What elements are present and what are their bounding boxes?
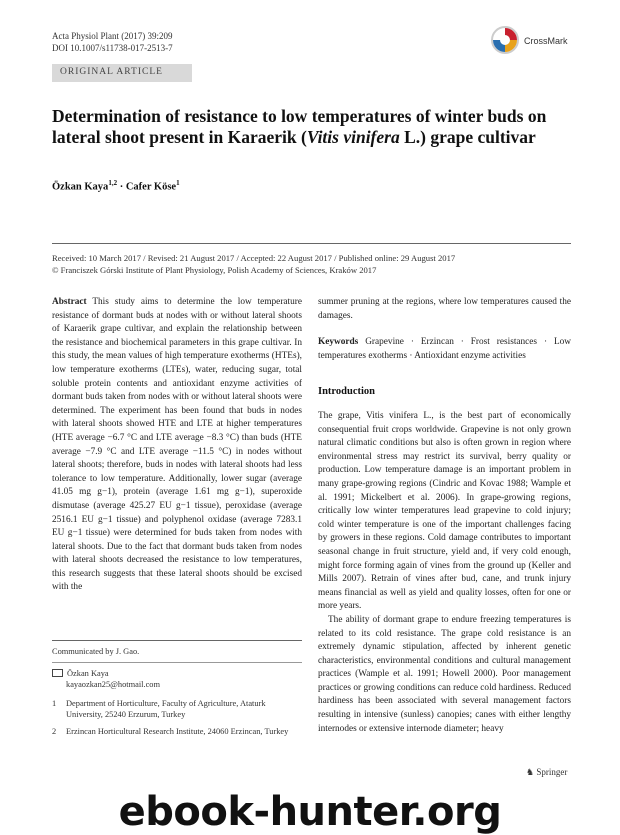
affiliation-1-text: Department of Horticulture, Faculty of Agriculture, Ataturk University, 25240 Erzurum, Turkey (66, 699, 266, 719)
affiliation-1-mark: 1 (52, 699, 57, 708)
introduction-body (318, 410, 571, 736)
author-list (52, 179, 180, 193)
affiliation-2-mark: 2 (52, 727, 57, 736)
publication-dates: Received: 10 March 2017 / Revised: 21 August 2017 / Accepted: 22 August 2017 / Published online: 29 August 2017 (52, 253, 456, 263)
abstract-text: This study aims to determine the low temperature resistance of dormant buds at nodes with or without lateral shoots of Karaerik grape cultivar, and explain the relationship between the resistance and biochemical parameters in this grape cultivar. In this study, the mean values of high temperature exotherms (HTEs), low temperature exotherms (LTEs), water, reducing sugar, total soluble protein contents and antioxidant enzyme activities of dormant buds taken from nodes with or without lateral shoots were determined. The experiment has been found that buds in nodes with lateral shoots showed HTE and LTE at higher temperatures (HTE average −6.7 °C and LTE average −8.3 °C) than buds (HTE average −7.9 °C and LTE average −11.5 °C) in nodes without lateral shoots; therefore, buds in nodes with lateral shoots had less tolerance to low temperature. Additionally, lower sugar (average 41.05 mg g−1), protein (average 1.61 mg g−1), superoxide dismutase (average 425.27 EU g−1 tissue), peroxidase (average 2516.1 EU g−1 tissue) and polyphenol oxidase (average 7283.1 EU g−1 tissue) were determined for buds taken from nodes with lateral shoots. Due to the fact that dormant buds taken from nodes with lateral shoots decreased the resistance to low temperatures, this research suggests that these lateral shoots should be excised with the (52, 297, 302, 593)
author-1-affil: 1,2 (108, 179, 118, 187)
envelope-icon (52, 669, 63, 677)
copyright-line: © Franciszek Górski Institute of Plant Physiology, Polish Academy of Sciences, Kraków 2017 (52, 264, 377, 275)
author-separator: · (117, 181, 126, 193)
watermark: ebook-hunter.org (118, 789, 502, 835)
abstract (52, 296, 302, 595)
publisher-name: Springer (536, 767, 568, 777)
introduction-heading: Introduction (318, 386, 375, 397)
publisher-logo (526, 767, 567, 778)
title-part-italic: Vitis vinifera (306, 127, 400, 147)
corresponding-name: Özkan Kaya (67, 669, 109, 678)
keywords (318, 336, 571, 363)
header-divider (52, 243, 571, 244)
crossmark-icon[interactable] (490, 25, 520, 55)
crossmark-label[interactable]: CrossMark (524, 36, 568, 46)
corresponding-author (52, 668, 302, 690)
abstract-label: Abstract (52, 297, 87, 307)
springer-horse-icon: ♞ (526, 767, 535, 777)
keywords-label: Keywords (318, 337, 359, 347)
footnote-divider (52, 640, 302, 641)
author-2-affil: 1 (176, 179, 180, 187)
author-2[interactable]: Cafer Köse (125, 181, 177, 193)
communicated-by: Communicated by J. Gao. (52, 647, 140, 656)
title-part-3: L.) grape cultivar (399, 127, 536, 147)
journal-citation: Acta Physiol Plant (2017) 39:209 (52, 31, 173, 41)
abstract-continued: summer pruning at the regions, where low temperatures caused the damages. (318, 297, 571, 321)
author-1[interactable]: Özkan Kaya (52, 181, 109, 193)
affiliation-2-text: Erzincan Horticultural Research Institute, 24060 Erzincan, Turkey (66, 727, 289, 736)
affiliation-2 (52, 726, 302, 737)
journal-header (52, 30, 173, 54)
article-dates (52, 253, 572, 276)
intro-paragraph-2: The ability of dormant grape to endure freezing temperatures is related to its cold resistance. The grape cold resistance is an extremely dynamic stipulation, affected by inherent genetic characteristics, environmental conditions and cultural management practices (Wample et al. 1991; Howell 2000). Poor management practices or growing conditions can reduce cold hardiness. Reduced hardiness has been associated with several management factors resulting in intensive (sunless) canopies; canes with either lengthy internodes or extensive internode diameter; heavy (318, 614, 571, 734)
footnote-divider-2 (52, 662, 302, 663)
intro-paragraph-1: The grape, Vitis vinifera L., is the best part of economically consequential fruit crops worldwide. Grapevine is not only grown natural climatic conditions but also is often grown in region where environmental stress may restrict its survival, berry quality or production. Low temperature damage is an important problem in many grape-growing regions (Cindric and Kovac 1988; Wample et al. 1991; Mickelbert et al. 2006). In grape-growing regions, critically low winter temperatures lead grapevine to cold injury; cold winter temperature is one of the important challenges facing by growers in these regions. Cold damage contributes to important seasonal change in fruit structure, yield and, if very cold enough, might force forming again of vines from the ground up (Keller and Mills 2007). Retrain of vines after bud, cane, and trunk injury means financial as well as yield and quality losses, often for one or more years. (318, 411, 571, 612)
affiliation-1 (52, 698, 302, 720)
article-title (52, 106, 562, 148)
corresponding-email[interactable]: kayaozkan25@hotmail.com (66, 680, 160, 689)
title-part-1: Determination of resistance to low temperatures of winter buds on lateral shoot present in Karaerik ( (52, 106, 547, 147)
keywords-text: Grapevine · Erzincan · Frost resistances · Low temperatures exotherms · Antioxidant enzyme activities (318, 337, 571, 361)
section-label: ORIGINAL ARTICLE (60, 67, 163, 77)
doi[interactable]: DOI 10.1007/s11738-017-2513-7 (52, 43, 173, 53)
